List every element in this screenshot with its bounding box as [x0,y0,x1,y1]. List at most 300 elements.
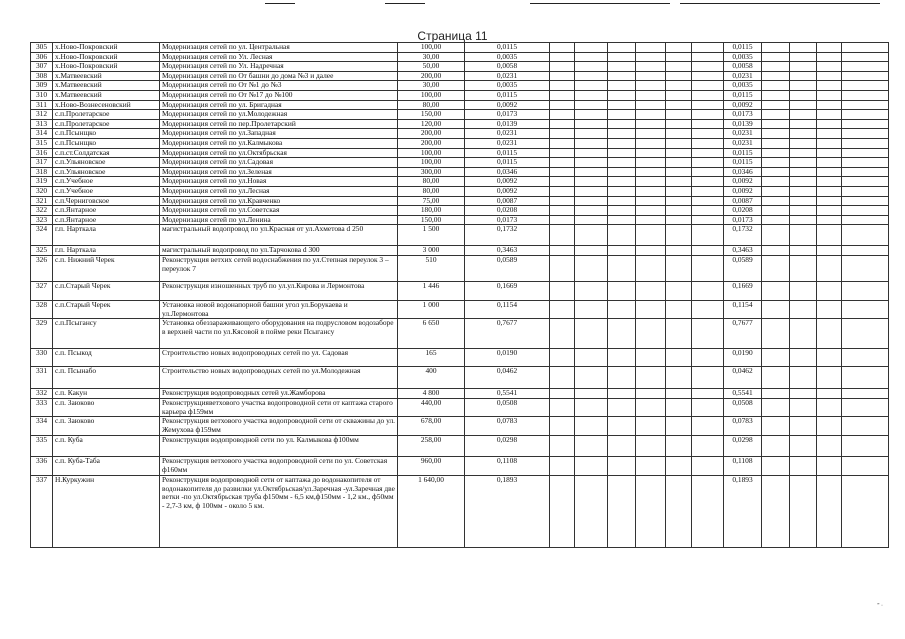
empty-cell [575,52,608,62]
row-number: 321 [31,196,53,206]
empty-cell [666,206,692,216]
empty-cell [692,457,724,476]
table-row [31,110,889,120]
value-total-cell: 0,0058 [724,62,762,72]
empty-cell [817,119,842,129]
empty-cell [575,436,608,457]
value-total-cell: 0,1893 [724,476,762,548]
amount-cell: 80,00 [398,100,465,110]
value-cell: 0,0346 [465,167,550,177]
empty-cell [608,282,636,301]
empty-cell [608,436,636,457]
work-description-cell: Реконструкция ветхового участка водопроводной сети от скважины до ул. Жемухова ф159мм [160,417,398,436]
empty-cell [762,256,790,282]
value-total-cell: 0,0231 [724,129,762,139]
empty-cell [550,167,575,177]
amount-cell: 678,00 [398,417,465,436]
settlement-cell: с.п.Старый Черек [53,282,160,301]
empty-cell [817,282,842,301]
table-row [31,319,889,349]
empty-cell [575,349,608,367]
work-description-cell: Реконструкция ветхового участка водопроводной сети по ул. Советская ф160мм [160,457,398,476]
empty-cell [762,100,790,110]
empty-cell [817,389,842,399]
empty-cell [762,148,790,158]
work-description-cell: магистральный водопровод по ул.Красная от ул.Ахметова d 250 [160,225,398,246]
value-total-cell: 0,0092 [724,177,762,187]
empty-cell [550,417,575,436]
empty-cell [692,417,724,436]
empty-cell [666,399,692,417]
empty-cell [575,301,608,319]
row-number: 317 [31,158,53,168]
empty-cell [636,71,666,81]
empty-cell [790,399,817,417]
table-row [31,167,889,177]
amount-cell: 1 000 [398,301,465,319]
empty-cell [575,158,608,168]
value-cell: 0,3463 [465,246,550,256]
empty-cell [790,119,817,129]
row-number: 331 [31,367,53,389]
row-number: 333 [31,399,53,417]
empty-cell [575,110,608,120]
value-cell: 0,1669 [465,282,550,301]
settlement-cell: г.п. Нарткала [53,246,160,256]
empty-cell [575,62,608,72]
value-total-cell: 0,0115 [724,43,762,53]
empty-cell [608,100,636,110]
empty-cell [692,167,724,177]
amount-cell: 510 [398,256,465,282]
value-total-cell: 0,0462 [724,367,762,389]
table-row [31,457,889,476]
empty-cell [608,215,636,225]
empty-cell [762,476,790,548]
empty-cell [790,246,817,256]
work-description-cell: Установка обеззараживающего оборудования на подрусловом водозаборе в верхней части по ул.Кясовой в пойме реки Псыгансу [160,319,398,349]
empty-cell [575,148,608,158]
empty-cell [790,349,817,367]
empty-cell [550,436,575,457]
amount-cell: 100,00 [398,43,465,53]
row-number: 323 [31,215,53,225]
empty-cell [666,476,692,548]
scan-marks: '' · [877,603,883,609]
empty-cell [608,319,636,349]
empty-cell [666,256,692,282]
value-cell: 0,0508 [465,399,550,417]
empty-cell [550,399,575,417]
empty-cell [550,129,575,139]
row-number: 326 [31,256,53,282]
amount-cell: 960,00 [398,457,465,476]
value-total-cell: 0,0087 [724,196,762,206]
empty-cell [692,399,724,417]
empty-cell [692,367,724,389]
empty-cell [692,206,724,216]
empty-cell [842,246,889,256]
value-cell: 0,0035 [465,52,550,62]
value-total-cell: 0,0589 [724,256,762,282]
table-row [31,71,889,81]
value-total-cell: 0,0173 [724,110,762,120]
empty-cell [762,389,790,399]
empty-cell [636,256,666,282]
empty-cell [842,148,889,158]
value-cell: 0,0092 [465,177,550,187]
empty-cell [817,167,842,177]
value-cell: 0,0092 [465,186,550,196]
work-description-cell: Модернизация сетей по От башни до дома №3 и далее [160,71,398,81]
empty-cell [636,167,666,177]
empty-cell [842,282,889,301]
empty-cell [666,90,692,100]
work-description-cell: Реконструкцияветхового участка водопроводной сети от каптажа старого карьера ф159мм [160,399,398,417]
value-cell: 0,0190 [465,349,550,367]
empty-cell [692,196,724,206]
empty-cell [842,349,889,367]
work-description-cell: Модернизация сетей по ул.Калмыкова [160,138,398,148]
empty-cell [636,138,666,148]
empty-cell [762,177,790,187]
empty-cell [692,301,724,319]
empty-cell [790,256,817,282]
value-total-cell: 0,1732 [724,225,762,246]
empty-cell [575,167,608,177]
empty-cell [817,196,842,206]
value-total-cell: 0,5541 [724,389,762,399]
value-cell: 0,0298 [465,436,550,457]
empty-cell [842,256,889,282]
empty-cell [608,110,636,120]
header-rule [385,3,425,4]
empty-cell [550,100,575,110]
empty-cell [762,457,790,476]
empty-cell [666,158,692,168]
empty-cell [666,148,692,158]
amount-cell: 6 650 [398,319,465,349]
empty-cell [666,129,692,139]
settlement-cell: с.п. Заюково [53,399,160,417]
empty-cell [692,62,724,72]
empty-cell [550,282,575,301]
empty-cell [608,186,636,196]
settlement-cell: с.п.Янтарное [53,206,160,216]
empty-cell [842,225,889,246]
settlement-cell: х.Ново-Вознесеновский [53,100,160,110]
empty-cell [762,196,790,206]
empty-cell [550,52,575,62]
amount-cell: 100,00 [398,148,465,158]
empty-cell [636,129,666,139]
empty-cell [550,457,575,476]
empty-cell [817,71,842,81]
empty-cell [575,206,608,216]
empty-cell [575,43,608,53]
row-number: 311 [31,100,53,110]
empty-cell [575,215,608,225]
empty-cell [550,90,575,100]
empty-cell [636,196,666,206]
empty-cell [790,367,817,389]
empty-cell [608,158,636,168]
empty-cell [575,367,608,389]
empty-cell [762,43,790,53]
empty-cell [550,196,575,206]
work-description-cell: Модернизация сетей по ул.Ленина [160,215,398,225]
row-number: 314 [31,129,53,139]
value-total-cell: 0,0092 [724,100,762,110]
work-description-cell: Модернизация сетей по От №17 до №100 [160,90,398,100]
empty-cell [636,457,666,476]
value-total-cell: 0,0346 [724,167,762,177]
empty-cell [550,367,575,389]
empty-cell [608,167,636,177]
empty-cell [666,167,692,177]
empty-cell [608,90,636,100]
value-cell: 0,0115 [465,148,550,158]
empty-cell [762,367,790,389]
empty-cell [550,215,575,225]
empty-cell [608,367,636,389]
empty-cell [842,436,889,457]
empty-cell [636,399,666,417]
empty-cell [790,71,817,81]
empty-cell [762,129,790,139]
row-number: 329 [31,319,53,349]
empty-cell [817,206,842,216]
empty-cell [636,349,666,367]
table-row [31,389,889,399]
work-description-cell: Модернизация сетей по ул. Центральная [160,43,398,53]
row-number: 320 [31,186,53,196]
empty-cell [790,206,817,216]
empty-cell [575,196,608,206]
empty-cell [692,148,724,158]
table-row [31,256,889,282]
empty-cell [636,52,666,62]
value-cell: 0,5541 [465,389,550,399]
empty-cell [817,158,842,168]
empty-cell [666,43,692,53]
empty-cell [608,256,636,282]
empty-cell [575,100,608,110]
row-number: 306 [31,52,53,62]
empty-cell [692,177,724,187]
empty-cell [790,457,817,476]
empty-cell [762,62,790,72]
value-total-cell: 0,1108 [724,457,762,476]
work-description-cell: Модернизация сетей по ул.Советская [160,206,398,216]
empty-cell [608,129,636,139]
amount-cell: 1 500 [398,225,465,246]
empty-cell [817,81,842,91]
empty-cell [762,399,790,417]
empty-cell [762,167,790,177]
empty-cell [575,256,608,282]
empty-cell [842,71,889,81]
table-row [31,43,889,53]
empty-cell [608,71,636,81]
empty-cell [575,457,608,476]
empty-cell [550,349,575,367]
empty-cell [666,71,692,81]
value-total-cell: 0,0783 [724,417,762,436]
settlement-cell: с.п. Куба [53,436,160,457]
table-row [31,90,889,100]
value-total-cell: 0,0035 [724,81,762,91]
amount-cell: 30,00 [398,81,465,91]
settlement-cell: х.Матвеевский [53,90,160,100]
amount-cell: 4 800 [398,389,465,399]
empty-cell [692,90,724,100]
table-row [31,367,889,389]
work-description-cell: Модернизация сетей по ул.Лесная [160,186,398,196]
amount-cell: 80,00 [398,186,465,196]
value-total-cell: 0,3463 [724,246,762,256]
amount-cell: 150,00 [398,110,465,120]
value-cell: 0,0139 [465,119,550,129]
empty-cell [636,319,666,349]
empty-cell [575,417,608,436]
empty-cell [762,417,790,436]
empty-cell [550,138,575,148]
empty-cell [608,399,636,417]
table-row [31,158,889,168]
empty-cell [790,81,817,91]
empty-cell [608,389,636,399]
empty-cell [550,246,575,256]
empty-cell [842,177,889,187]
empty-cell [790,138,817,148]
empty-cell [575,90,608,100]
table-row [31,177,889,187]
empty-cell [762,81,790,91]
empty-cell [636,301,666,319]
settlement-cell: х.Матвеевский [53,81,160,91]
empty-cell [666,367,692,389]
table-row [31,100,889,110]
settlement-cell: с.п.Черниговское [53,196,160,206]
empty-cell [762,71,790,81]
empty-cell [817,43,842,53]
empty-cell [842,110,889,120]
empty-cell [762,282,790,301]
empty-cell [762,186,790,196]
empty-cell [550,186,575,196]
settlement-cell: х.Ново-Покровский [53,62,160,72]
empty-cell [608,457,636,476]
amount-cell: 258,00 [398,436,465,457]
empty-cell [666,319,692,349]
value-cell: 0,0173 [465,215,550,225]
settlement-cell: с.п.ст.Солдатская [53,148,160,158]
empty-cell [790,319,817,349]
settlement-cell: с.п.Псынщко [53,129,160,139]
settlement-cell: с.п. Псынабо [53,367,160,389]
empty-cell [550,206,575,216]
amount-cell: 180,00 [398,206,465,216]
empty-cell [692,389,724,399]
empty-cell [575,186,608,196]
empty-cell [608,148,636,158]
value-cell: 0,0231 [465,138,550,148]
value-total-cell: 0,0092 [724,186,762,196]
table-row [31,282,889,301]
table-row [31,349,889,367]
settlement-cell: с.п. Заюково [53,417,160,436]
empty-cell [666,349,692,367]
value-cell: 0,0115 [465,158,550,168]
empty-cell [692,319,724,349]
value-cell: 0,7677 [465,319,550,349]
empty-cell [842,206,889,216]
work-description-cell: Модернизация сетей по ул.Октябрьская [160,148,398,158]
empty-cell [762,215,790,225]
row-number: 332 [31,389,53,399]
value-cell: 0,0087 [465,196,550,206]
empty-cell [575,119,608,129]
empty-cell [842,52,889,62]
value-cell: 0,0208 [465,206,550,216]
header-rule [530,3,670,4]
value-total-cell: 0,1154 [724,301,762,319]
empty-cell [636,158,666,168]
empty-cell [608,177,636,187]
empty-cell [666,110,692,120]
empty-cell [790,282,817,301]
value-total-cell: 0,0173 [724,215,762,225]
empty-cell [762,319,790,349]
empty-cell [762,110,790,120]
empty-cell [636,206,666,216]
empty-cell [550,119,575,129]
header-rule [265,3,295,4]
work-description-cell: Модернизация сетей по пер.Пролетарский [160,119,398,129]
value-cell: 0,1893 [465,476,550,548]
table-row [31,119,889,129]
empty-cell [817,436,842,457]
work-description-cell: Реконструкция водопроводных сетей ул.Жамборова [160,389,398,399]
amount-cell: 200,00 [398,71,465,81]
value-cell: 0,0462 [465,367,550,389]
amount-cell: 1 446 [398,282,465,301]
empty-cell [790,301,817,319]
empty-cell [842,81,889,91]
empty-cell [608,246,636,256]
empty-cell [666,138,692,148]
empty-cell [575,282,608,301]
settlement-cell: х.Ново-Покровский [53,52,160,62]
empty-cell [666,436,692,457]
empty-cell [666,62,692,72]
empty-cell [762,138,790,148]
empty-cell [817,138,842,148]
value-cell: 0,1154 [465,301,550,319]
empty-cell [636,215,666,225]
empty-cell [636,389,666,399]
work-description-cell: Модернизация сетей по ул. Бригадная [160,100,398,110]
row-number: 313 [31,119,53,129]
empty-cell [790,90,817,100]
empty-cell [817,319,842,349]
work-description-cell: Модернизация сетей по ул.Зеленая [160,167,398,177]
empty-cell [608,196,636,206]
work-description-cell: Модернизация сетей по От №1 до №3 [160,81,398,91]
work-description-cell: Строительство новых водопроводных сетей по ул.Молодежная [160,367,398,389]
row-number: 335 [31,436,53,457]
